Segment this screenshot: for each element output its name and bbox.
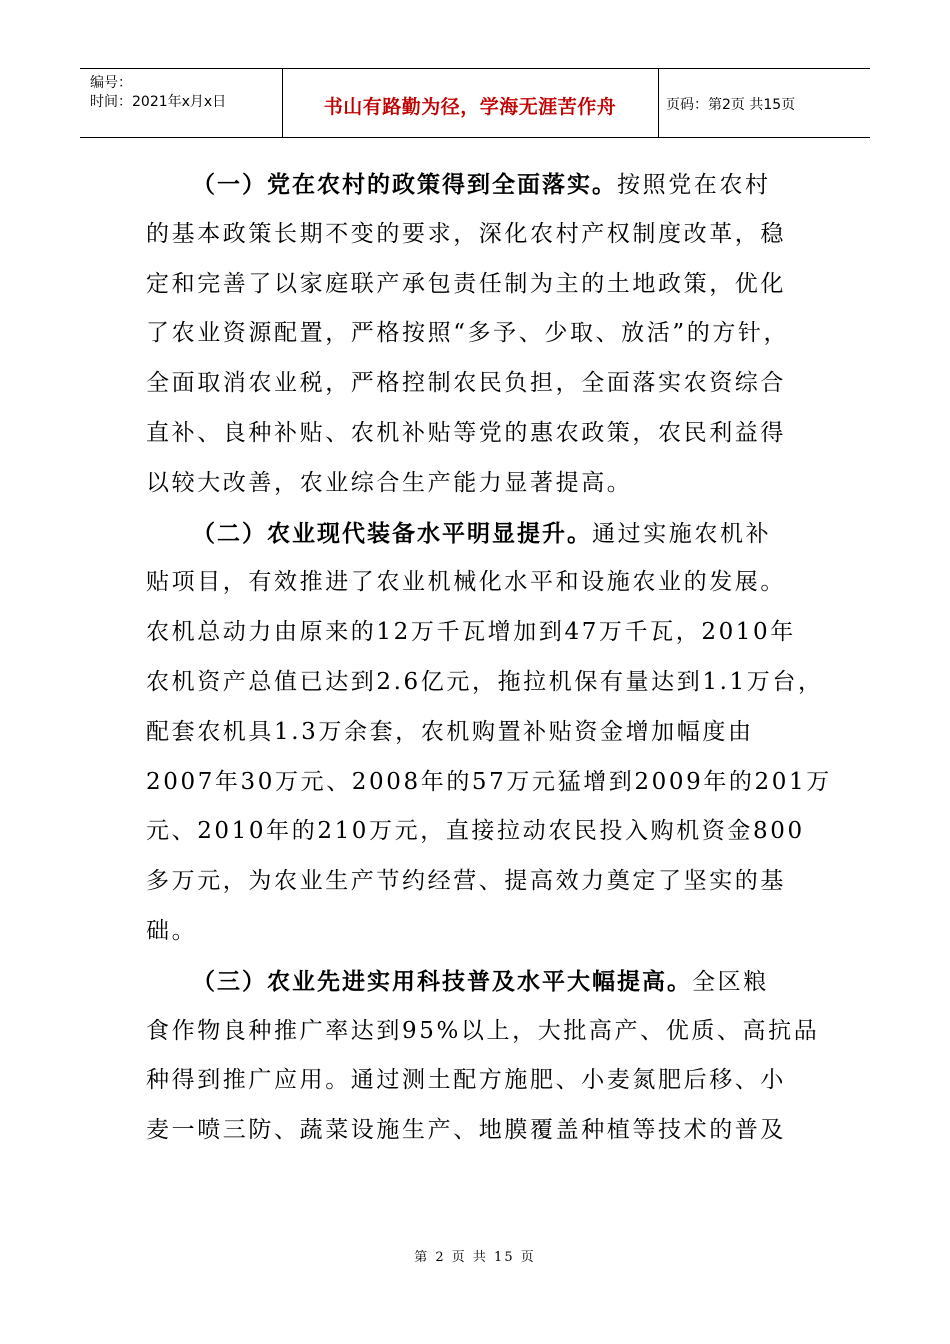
paragraph-1-line: 全面取消农业税，严格控制农民负担，全面落实农资综合 [146, 370, 786, 397]
page-footer: 第 2 页 共 15 页 [414, 1250, 536, 1265]
document-time-label: 时间：2021年x月x日 [90, 94, 227, 110]
header-page-cell [658, 69, 870, 137]
header-motto-cell [282, 69, 659, 137]
paragraph-2-line: 元、2010年的210万元，直接拉动农民投入购机资金800 [146, 818, 805, 845]
paragraph-2-first-line [146, 509, 806, 559]
paragraph-1-first-line [146, 160, 806, 210]
paragraph-2-line: 农机资产总值已达到2.6亿元，拖拉机保有量达到1.1万台， [146, 668, 824, 695]
paragraph-3-heading: （三）农业先进实用科技普及水平大幅提高。 [192, 967, 692, 995]
paragraph-1-text: 按照党在农村 [617, 172, 771, 198]
page-header [80, 68, 870, 138]
paragraph-1-line: 的基本政策长期不变的要求，深化农村产权制度改革，稳 [146, 220, 786, 247]
header-motto: 书山有路勤为径，学海无涯苦作舟 [323, 96, 617, 118]
header-meta-cell [80, 69, 283, 137]
paragraph-2-heading: （二）农业现代装备水平明显提升。 [192, 519, 592, 547]
paragraph-3-text: 全区粮 [692, 968, 769, 995]
document-body [146, 160, 832, 1156]
paragraph-2-line: 础。 [146, 917, 198, 944]
paragraph-2-line: 农机总动力由原来的12万千瓦增加到47万千瓦，2010年 [146, 619, 796, 646]
paragraph-3-line: 种得到推广应用。通过测土配方施肥、小麦氮肥后移、小 [146, 1067, 786, 1094]
paragraph-2-line: 2007年30万元、2008年的57万元猛增到2009年的201万 [146, 768, 832, 795]
header-page-info: 页码：第2页 共15页 [666, 97, 796, 113]
paragraph-3-first-line [146, 957, 806, 1007]
paragraph-1-line: 了农业资源配置，严格按照“多予、少取、放活”的方针， [146, 320, 790, 347]
paragraph-1-line: 定和完善了以家庭联产承包责任制为主的土地政策，优化 [146, 270, 786, 297]
paragraph-1-heading: （一）党在农村的政策得到全面落实。 [192, 171, 617, 198]
paragraph-2-line: 贴项目，有效推进了农业机械化水平和设施农业的发展。 [146, 569, 786, 596]
document-number-label: 编号： [90, 75, 132, 91]
paragraph-1-line: 以较大改善，农业综合生产能力显著提高。 [146, 469, 633, 496]
paragraph-2-line: 多万元，为农业生产节约经营、提高效力奠定了坚实的基 [146, 868, 786, 895]
paragraph-3-line: 食作物良种推广率达到95%以上，大批高产、优质、高抗品 [146, 1017, 820, 1044]
paragraph-3-line: 麦一喷三防、蔬菜设施生产、地膜覆盖种植等技术的普及 [146, 1117, 786, 1144]
paragraph-1-line: 直补、良种补贴、农机补贴等党的惠农政策，农民利益得 [146, 419, 786, 446]
paragraph-2-text: 通过实施农机补 [592, 520, 772, 547]
paragraph-2-line: 配套农机具1.3万余套，农机购置补贴资金增加幅度由 [146, 718, 754, 745]
